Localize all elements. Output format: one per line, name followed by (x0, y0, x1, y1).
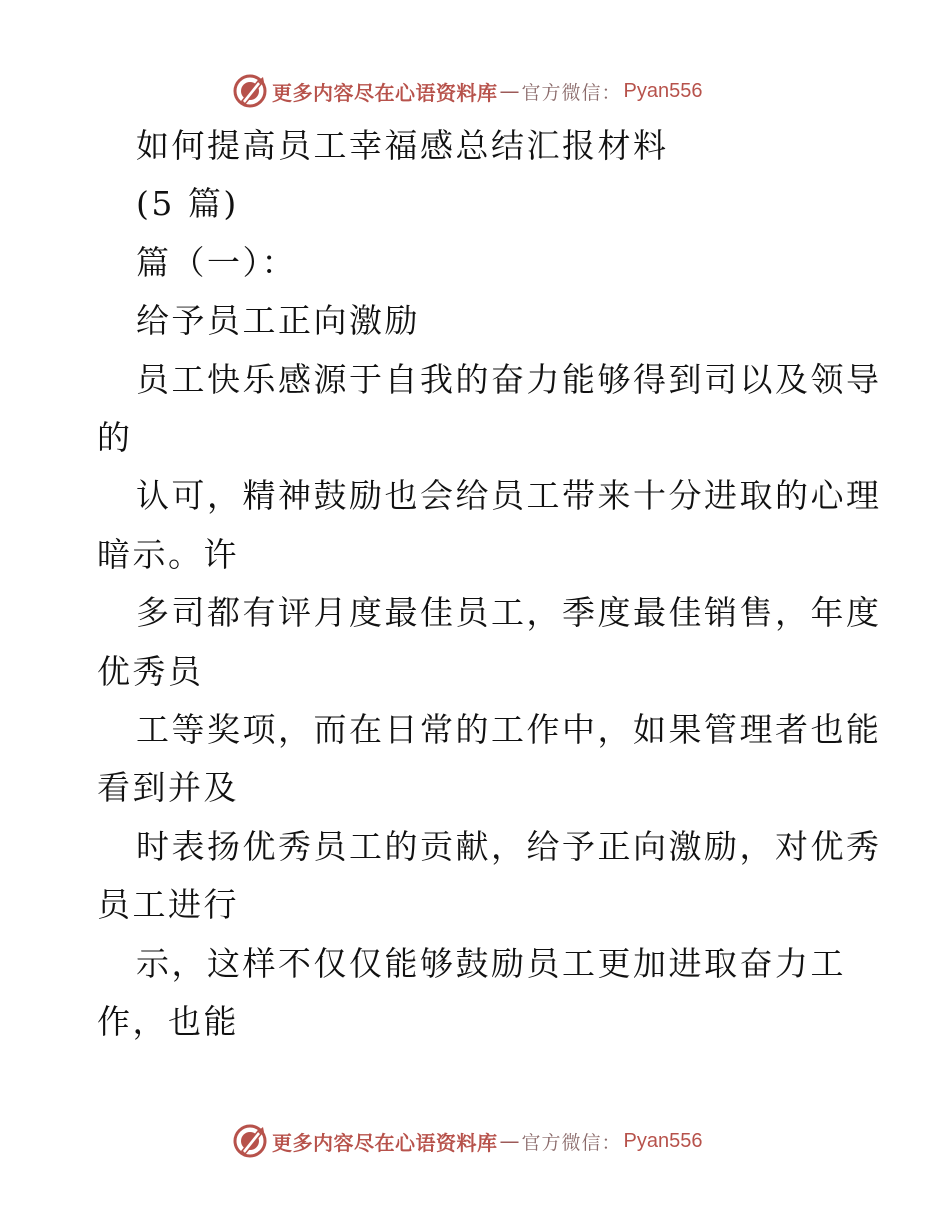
watermark-slogan: 更多内容尽在心语资料库 (272, 80, 498, 105)
paragraph-line: 认可，精神鼓励也会给员工带来十分进取的心理 (136, 476, 882, 515)
document-title: 如何提高员工幸福感总结汇报材料 (136, 126, 669, 165)
section-heading: 篇（一）： (136, 243, 297, 282)
footer-watermark (232, 1122, 702, 1160)
watermark-dash: — (499, 1129, 520, 1153)
watermark-wechat-label: 官方微信： (521, 81, 622, 104)
paragraph-line: 多司都有评月度最佳员工，季度最佳销售，年度 (136, 593, 882, 632)
paragraph-line: 员工进行 (97, 885, 239, 924)
watermark-wechat-label: 官方微信： (521, 1131, 622, 1154)
seal-pen-icon (232, 73, 268, 109)
paragraph-line: 示，这样不仅仅能够鼓励员工更加进取奋力工 (136, 944, 846, 983)
paragraph-line: 作，也能 (97, 1002, 239, 1041)
paragraph-line: 员工快乐感源于自我的奋力能够得到司以及领导 (136, 360, 882, 399)
paragraph-line: 时表扬优秀员工的贡献，给予正向激励，对优秀 (136, 827, 882, 866)
paragraph-line: 暗示。许 (97, 535, 239, 574)
paragraph-line: 看到并及 (97, 768, 239, 807)
paragraph-line: 工等奖项，而在日常的工作中，如果管理者也能 (136, 710, 882, 749)
paragraph-line: 的 (97, 418, 133, 457)
section-subheading: 给予员工正向激励 (136, 301, 420, 340)
watermark-slogan: 更多内容尽在心语资料库 (272, 1130, 498, 1155)
watermark-account: Pyan556 (623, 79, 703, 102)
seal-pen-icon (232, 1123, 268, 1159)
document-subtitle: (5 篇) (136, 184, 239, 223)
header-watermark (232, 72, 702, 110)
paragraph-line: 优秀员 (97, 652, 204, 691)
watermark-account: Pyan556 (623, 1129, 703, 1152)
watermark-dash: — (499, 79, 520, 103)
